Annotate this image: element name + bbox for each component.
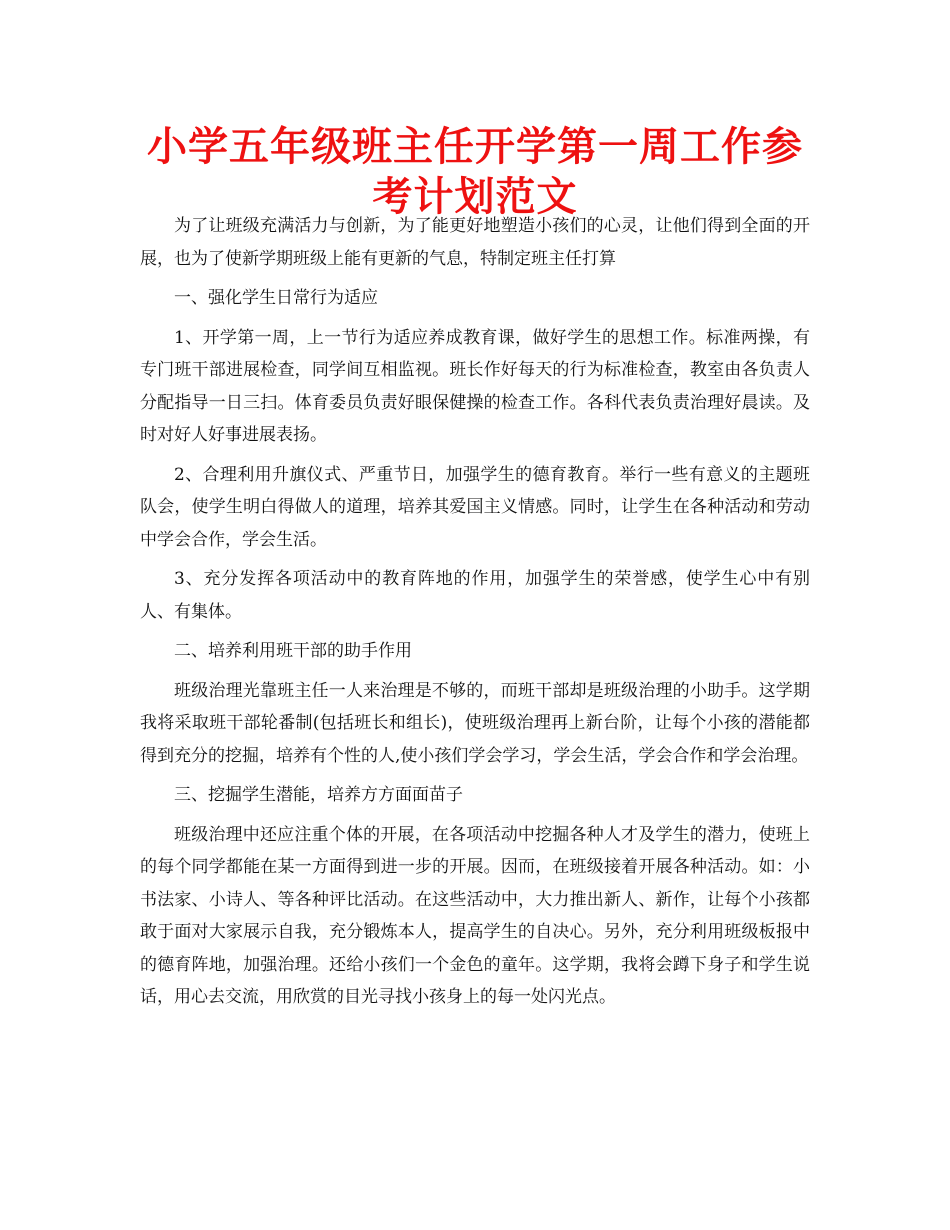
section-3-paragraph: 班级治理中还应注重个体的开展，在各项活动中挖掘各种人才及学生的潜力，使班上的每个同学都能在某一方面得到进一步的开展。因而，在班级接着开展各种活动。如：小书法家、小诗人、等各种评比活动。在这些活动中，大力推出新人、新作，让每个小孩都敢于面对大家展示自我，充分锻炼本人，提高学生的自决心。另外，充分利用班级板报中的德育阵地，加强治理。还给小孩们一个金色的童年。这学期，我将会蹲下身子和学生说话，用心去交流，用欣赏的目光寻找小孩身上的每一处闪光点。 bbox=[140, 824, 810, 1007]
section-1-item-2: 2、合理利用升旗仪式、严重节日，加强学生的德育教育。举行一些有意义的主题班队会，使学生明白得做人的道理，培养其爱国主义情感。同时，让学生在各种活动和劳动中学会合作，学会生活。 bbox=[140, 464, 810, 550]
document-title: 小学五年级班主任开学第一周工作参考计划范文 bbox=[147, 124, 803, 220]
intro-paragraph: 为了让班级充满活力与创新，为了能更好地塑造小孩们的心灵，让他们得到全面的开展，也为了使新学期班级上能有更新的气息，特制定班主任打算 bbox=[140, 216, 810, 269]
section-heading-1: 一、强化学生日常行为适应 bbox=[174, 288, 378, 308]
section-1-item-1: 1、开学第一周，上一节行为适应养成教育课，做好学生的思想工作。标准两操，有专门班干部进展检查，同学间互相监视。班长作好每天的行为标准检查，教室由各负责人分配指导一日三扫。体育委员负责好眼保健操的检查工作。各科代表负责治理好晨读。及时对好人好事进展表扬。 bbox=[140, 327, 810, 445]
section-2-paragraph: 班级治理光靠班主任一人来治理是不够的，而班干部却是班级治理的小助手。这学期我将采取班干部轮番制(包括班长和组长)，使班级治理再上新台阶，让每个小孩的潜能都得到充分的挖掘，培养有个性的人,使小孩们学会学习，学会生活，学会合作和学会治理。 bbox=[140, 680, 810, 766]
section-heading-3: 三、挖掘学生潜能，培养方方面面苗子 bbox=[174, 785, 463, 805]
section-1-item-3: 3、充分发挥各项活动中的教育阵地的作用，加强学生的荣誉感，使学生心中有别人、有集体。 bbox=[140, 569, 810, 622]
document-body bbox=[140, 210, 810, 1021]
section-heading-2: 二、培养利用班干部的助手作用 bbox=[174, 641, 412, 661]
